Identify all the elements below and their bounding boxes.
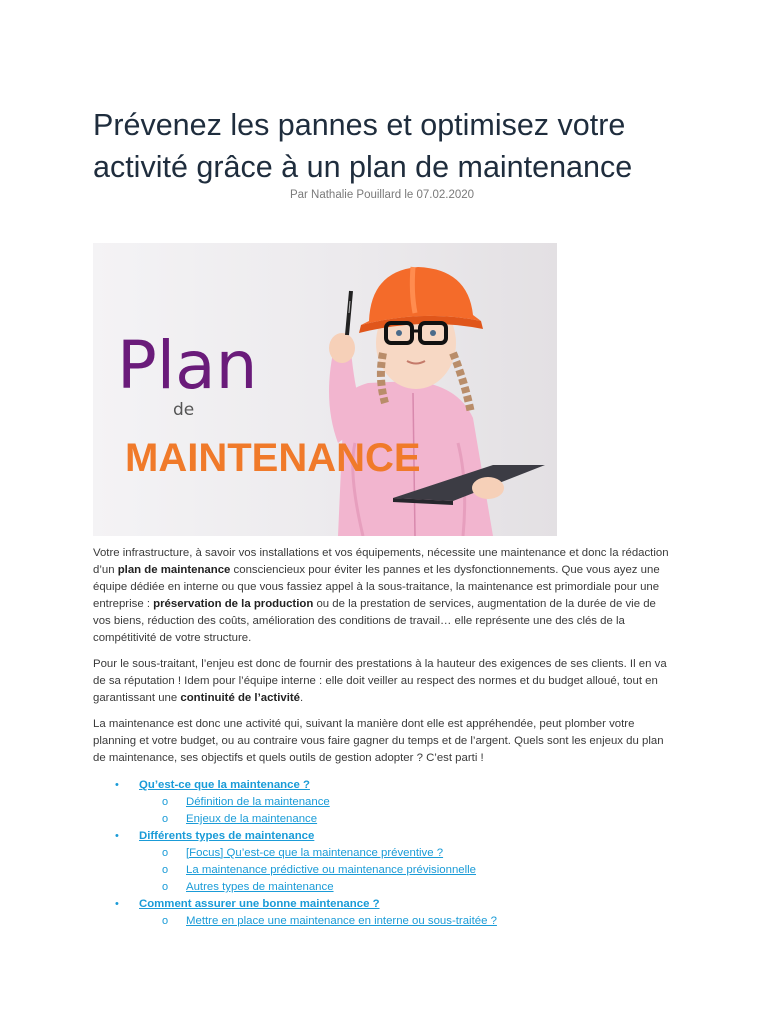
hero-image: [93, 243, 557, 536]
intro-paragraph: [93, 545, 673, 647]
toc-link-good-maintenance[interactable]: Comment assurer une bonne maintenance ?: [139, 898, 380, 910]
toc-item: [93, 862, 673, 879]
p1-text-c: consciencieux pour éviter les pannes et les dysfonctionnements. Que vous ayez une équipe dédiée en interne ou que vous fassiez appel à la sous-traitance, la maintenance est primordiale pour une entreprise :: [93, 564, 660, 610]
circle-bullet-icon: o: [162, 813, 169, 825]
p2-bold-continuity: continuité de l’activité: [180, 692, 301, 704]
hero-word-maintenance: MAINTENANCE: [125, 436, 421, 480]
toc-link-types[interactable]: Différents types de maintenance: [139, 830, 315, 842]
hero-illustration: [93, 243, 557, 536]
toc-link-definition[interactable]: Définition de la maintenance: [186, 796, 330, 808]
hero-word-plan: Plan: [117, 327, 258, 404]
circle-bullet-icon: o: [162, 864, 169, 876]
p1-text-e: ou de la prestation de services, augmentation de la durée de vie de vos biens, réduction des coûts, amélioration des conditions de travail… elle représente une des clés de la compétitivité de votre structure.: [93, 598, 656, 644]
circle-bullet-icon: o: [162, 915, 169, 927]
p1-bold-plan: plan de maintenance: [117, 564, 231, 576]
p2-text-c: .: [300, 692, 304, 704]
toc-item: [93, 913, 673, 930]
toc-link-what-is-maintenance[interactable]: Qu’est-ce que la maintenance ?: [139, 779, 310, 791]
toc-item: [93, 828, 673, 845]
article-body: [93, 545, 673, 776]
bullet-icon: •: [115, 830, 119, 842]
circle-bullet-icon: o: [162, 796, 169, 808]
subcontractor-paragraph: [93, 656, 673, 707]
article-byline: Par Nathalie Pouillard le 07.02.2020: [289, 189, 475, 201]
toc-link-stakes[interactable]: Enjeux de la maintenance: [186, 813, 318, 825]
toc-item: [93, 794, 673, 811]
conclusion-paragraph: La maintenance est donc une activité qui, suivant la manière dont elle est appréhendée, peut plomber votre planning et votre budget, ou au contraire vous faire gagner du temps et de l’argent. Quels sont les enjeux du plan de maintenance, ses objectifs et quels outils de gestion adopter ? C’est parti !: [93, 718, 664, 764]
toc-link-internal-or-outsourced[interactable]: Mettre en place une maintenance en interne ou sous-traitée ?: [186, 915, 497, 927]
table-of-contents: [93, 777, 673, 930]
toc-item: [93, 845, 673, 862]
toc-item: [93, 879, 673, 896]
p2-text-a: Pour le sous-traitant, l’enjeu est donc de fournir des prestations à la hauteur des exigences de ses clients. Il en va de sa réputation ! Idem pour l’équipe interne : elle doit veiller au respect des normes et du budget alloué, tout en garantissant une: [93, 658, 667, 704]
p1-bold-production: préservation de la production: [153, 598, 314, 610]
toc-item: [93, 811, 673, 828]
toc-item: [93, 777, 673, 794]
hero-word-de: de: [173, 400, 195, 420]
toc-link-predictive[interactable]: La maintenance prédictive ou maintenance prévisionnelle: [186, 864, 477, 876]
toc-link-other-types[interactable]: Autres types de maintenance: [186, 881, 334, 893]
p1-text-a: Votre infrastructure, à savoir vos installations et vos équipements, nécessite une maintenance et donc la rédaction d’un: [93, 547, 669, 576]
circle-bullet-icon: o: [162, 847, 169, 859]
circle-bullet-icon: o: [162, 881, 169, 893]
toc-link-preventive[interactable]: [Focus] Qu’est-ce que la maintenance préventive ?: [186, 847, 444, 859]
article-title: Prévenez les pannes et optimisez votre activité grâce à un plan de maintenance: [93, 108, 633, 184]
child-illustration: [329, 267, 545, 536]
bullet-icon: •: [115, 898, 119, 910]
toc-item: [93, 896, 673, 913]
bullet-icon: •: [115, 779, 119, 791]
